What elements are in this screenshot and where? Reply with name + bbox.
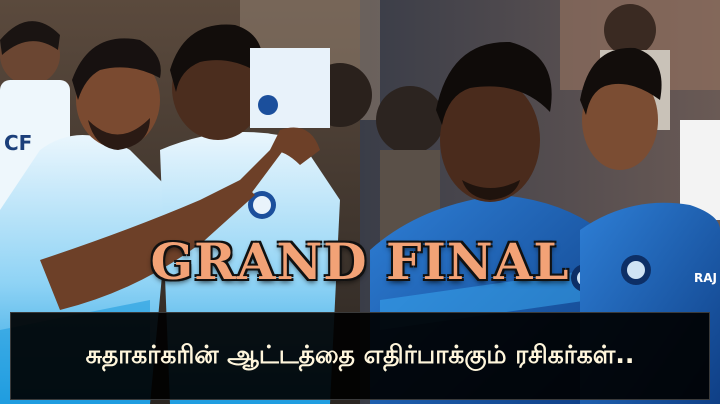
headline-grand-final: GRAND FINAL — [150, 232, 570, 291]
caption-banner — [10, 312, 710, 400]
caption-text: சுதாகர்கரின் ஆட்டத்தை எதிர்பாக்கும் ரசிகர்கள்.. — [85, 339, 635, 369]
jersey-text-raj: RAJ — [694, 271, 717, 285]
jersey-text-cf: CF — [4, 131, 33, 155]
